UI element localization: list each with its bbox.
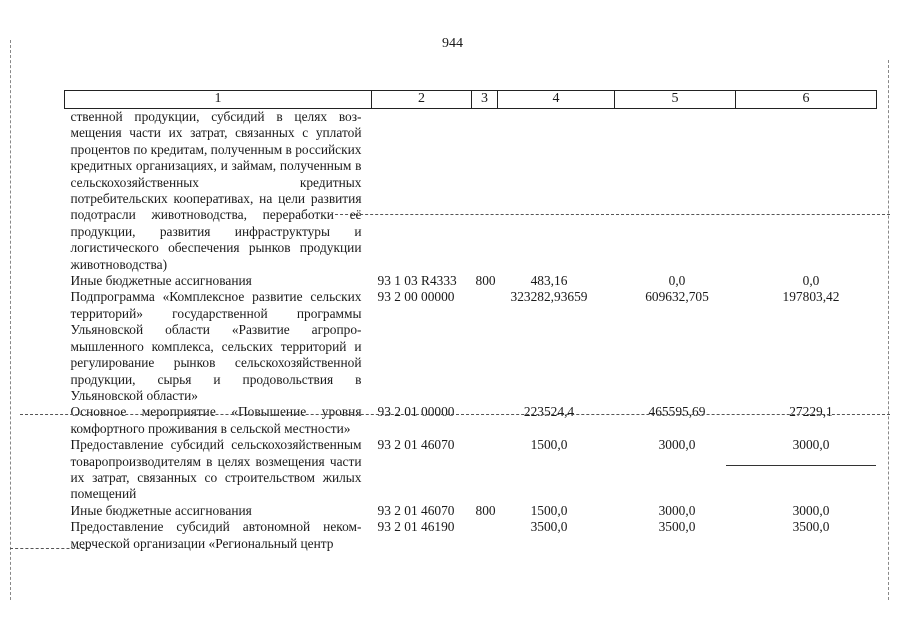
table-row — [65, 503, 877, 519]
row-name: Подпрограмма «Комплексное развитие сельских территорий» государственной программы Ульяновской области «Развитие агропромышленного комплекса, сельских территорий и регулирование рынков сельскохозяйственной продукции, сырья и продовольствия в Ульяновской области» — [70, 289, 362, 403]
row-value-2: 0,0 — [668, 273, 686, 289]
row-value-3: 3000,0 — [792, 437, 830, 453]
row-value-3: 0,0 — [802, 273, 820, 289]
row-code — [372, 109, 472, 274]
row-value-2 — [615, 109, 736, 274]
row-expense-type — [472, 289, 498, 404]
row-code: 93 2 00 00000 — [377, 289, 455, 305]
row-value-1 — [498, 109, 615, 274]
row-expense-type: 800 — [475, 502, 496, 518]
scan-artifact-line — [20, 414, 890, 415]
row-code: 93 2 01 46070 — [377, 502, 455, 518]
table-row — [65, 273, 877, 289]
row-value-3: 3500,0 — [792, 519, 830, 535]
scan-artifact-line — [726, 465, 876, 466]
table-row — [65, 404, 877, 437]
header-col-6: 6 — [736, 91, 877, 109]
row-value-2: 3000,0 — [658, 502, 696, 518]
scan-artifact-line — [10, 548, 90, 549]
row-expense-type: 800 — [475, 273, 496, 289]
row-value-1: 1500,0 — [530, 437, 568, 453]
scan-margin-left — [10, 40, 11, 600]
budget-table — [64, 90, 877, 552]
row-value-3: 27229,1 — [789, 404, 833, 420]
table-row — [65, 289, 877, 404]
row-value-1: 483,16 — [530, 273, 568, 289]
row-value-2: 3500,0 — [658, 519, 696, 535]
row-name: Предоставление субсидий автономной некоммерческой организации «Региональный центр — [70, 519, 362, 551]
page-number: 944 — [442, 36, 463, 51]
row-expense-type — [472, 404, 498, 437]
row-code: 93 1 03 R4333 — [377, 273, 457, 289]
row-expense-type — [472, 109, 498, 274]
row-code: 93 2 01 00000 — [377, 404, 455, 420]
row-value-2: 3000,0 — [658, 437, 696, 453]
row-value-2: 465595,69 — [648, 404, 706, 420]
table-row — [65, 437, 877, 503]
table-header — [65, 91, 877, 109]
row-value-1: 323282,93659 — [510, 289, 588, 305]
row-value-1: 3500,0 — [530, 519, 568, 535]
header-col-4: 4 — [498, 91, 615, 109]
row-expense-type — [472, 437, 498, 503]
row-code: 93 2 01 46070 — [377, 437, 455, 453]
row-value-2: 609632,705 — [645, 289, 709, 305]
header-col-1: 1 — [65, 91, 372, 109]
header-col-5: 5 — [615, 91, 736, 109]
header-row — [65, 91, 877, 109]
scan-margin-right — [888, 60, 889, 600]
header-col-3: 3 — [472, 91, 498, 109]
table-body — [65, 109, 877, 552]
row-code: 93 2 01 46190 — [377, 519, 455, 535]
row-value-1: 223524,4 — [523, 404, 575, 420]
row-name: Иные бюджетные ассигнования — [70, 273, 252, 289]
row-name: Иные бюджетные ассигнования — [70, 502, 252, 518]
table-row — [65, 109, 877, 274]
row-name: Основное мероприятие «Повышение уровня комфортного проживания в сельской местности» — [70, 404, 362, 436]
row-value-3 — [736, 109, 877, 274]
row-name: ственной продукции, субсидий в целях возмещения части их затрат, связанных с уплатой процентов по кредитам, полученным в российских кредитных организациях, и займам, полученным в сельскохозяйственных кредитных потребительских кооперативах, на цели развития подотрасли животноводства, переработки её продукции, развития инфраструктуры и логистического обеспечения рынков продукции животноводства) — [70, 109, 362, 272]
header-col-2: 2 — [372, 91, 472, 109]
row-name: Предоставление субсидий сельскохозяйственным товаропроизводителям в целях возмещения части их затрат, связанных со строительством жилых помещений — [70, 437, 362, 502]
row-value-3: 3000,0 — [792, 502, 830, 518]
row-expense-type — [472, 519, 498, 552]
row-value-1: 1500,0 — [530, 502, 568, 518]
row-value-3: 197803,42 — [782, 289, 840, 305]
scan-artifact-line — [330, 214, 890, 215]
table-row — [65, 519, 877, 552]
